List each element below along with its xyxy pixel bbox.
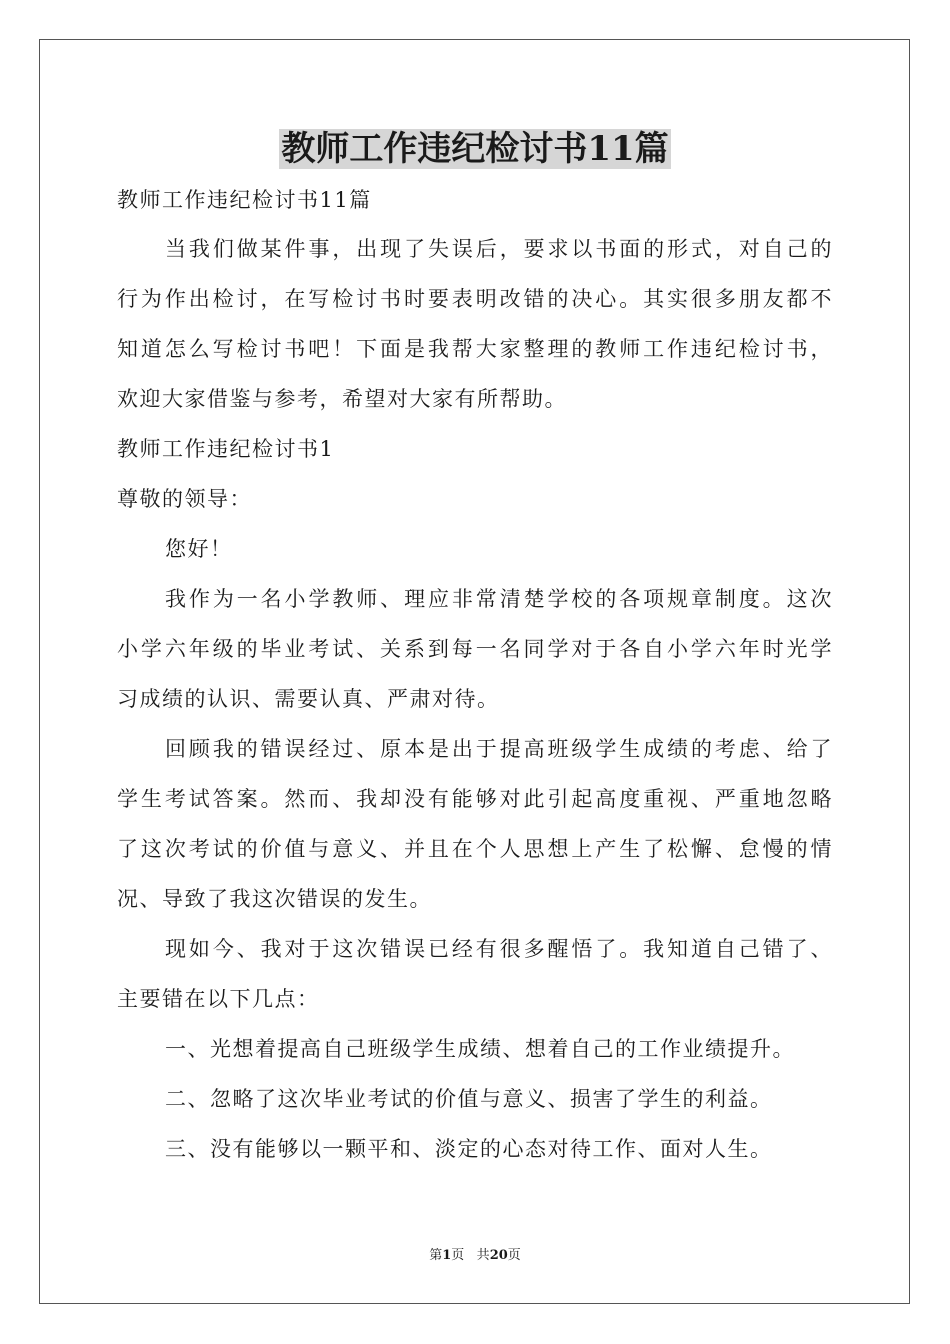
paragraph-line: 欢迎大家借鉴与参考，希望对大家有所帮助。	[117, 387, 567, 411]
paragraph-line: 小学六年级的毕业考试、关系到每一名同学对于各自小学六年时光学	[117, 637, 833, 661]
paragraph-line: 我作为一名小学教师、理应非常清楚学校的各项规章制度。这次	[165, 587, 833, 611]
list-item: 一、光想着提高自己班级学生成绩、想着自己的工作业绩提升。	[165, 1037, 795, 1061]
paragraph-line: 现如今、我对于这次错误已经有很多醒悟了。我知道自己错了、	[165, 937, 833, 961]
total-pages: 20	[489, 1248, 508, 1263]
total-unit: 页	[507, 1248, 521, 1263]
paragraph-line: 回顾我的错误经过、原本是出于提高班级学生成绩的考虑、给了	[165, 737, 833, 761]
greeting: 您好！	[165, 537, 233, 561]
document-subtitle: 教师工作违纪检讨书11篇	[117, 188, 372, 212]
paragraph-line: 知道怎么写检讨书吧！下面是我帮大家整理的教师工作违纪检讨书，	[117, 337, 833, 361]
paragraph-line: 况、导致了我这次错误的发生。	[117, 887, 432, 911]
paragraph-line: 当我们做某件事，出现了失误后，要求以书面的形式，对自己的	[165, 237, 833, 261]
paragraph-line: 主要错在以下几点：	[117, 987, 320, 1011]
paragraph-line: 学生考试答案。然而、我却没有能够对此引起高度重视、严重地忽略	[117, 787, 833, 811]
page-footer	[0, 1247, 950, 1265]
document-title-text: 教师工作违纪检讨书11篇	[281, 129, 669, 169]
total-prefix: 共	[476, 1248, 490, 1263]
list-item: 二、忽略了这次毕业考试的价值与意义、损害了学生的利益。	[165, 1087, 773, 1111]
page-unit: 页	[451, 1248, 465, 1263]
section-heading: 教师工作违纪检讨书1	[117, 437, 335, 461]
page-number: 1	[442, 1248, 452, 1263]
salutation: 尊敬的领导：	[117, 487, 252, 511]
paragraph-line: 习成绩的认识、需要认真、严肃对待。	[117, 687, 500, 711]
paragraph-line: 行为作出检讨，在写检讨书时要表明改错的决心。其实很多朋友都不	[117, 287, 833, 311]
list-item: 三、没有能够以一颗平和、淡定的心态对待工作、面对人生。	[165, 1137, 773, 1161]
document-title	[0, 125, 950, 173]
paragraph-line: 了这次考试的价值与意义、并且在个人思想上产生了松懈、怠慢的情	[117, 837, 833, 861]
page-prefix: 第	[429, 1248, 443, 1263]
page-border	[39, 39, 910, 1304]
